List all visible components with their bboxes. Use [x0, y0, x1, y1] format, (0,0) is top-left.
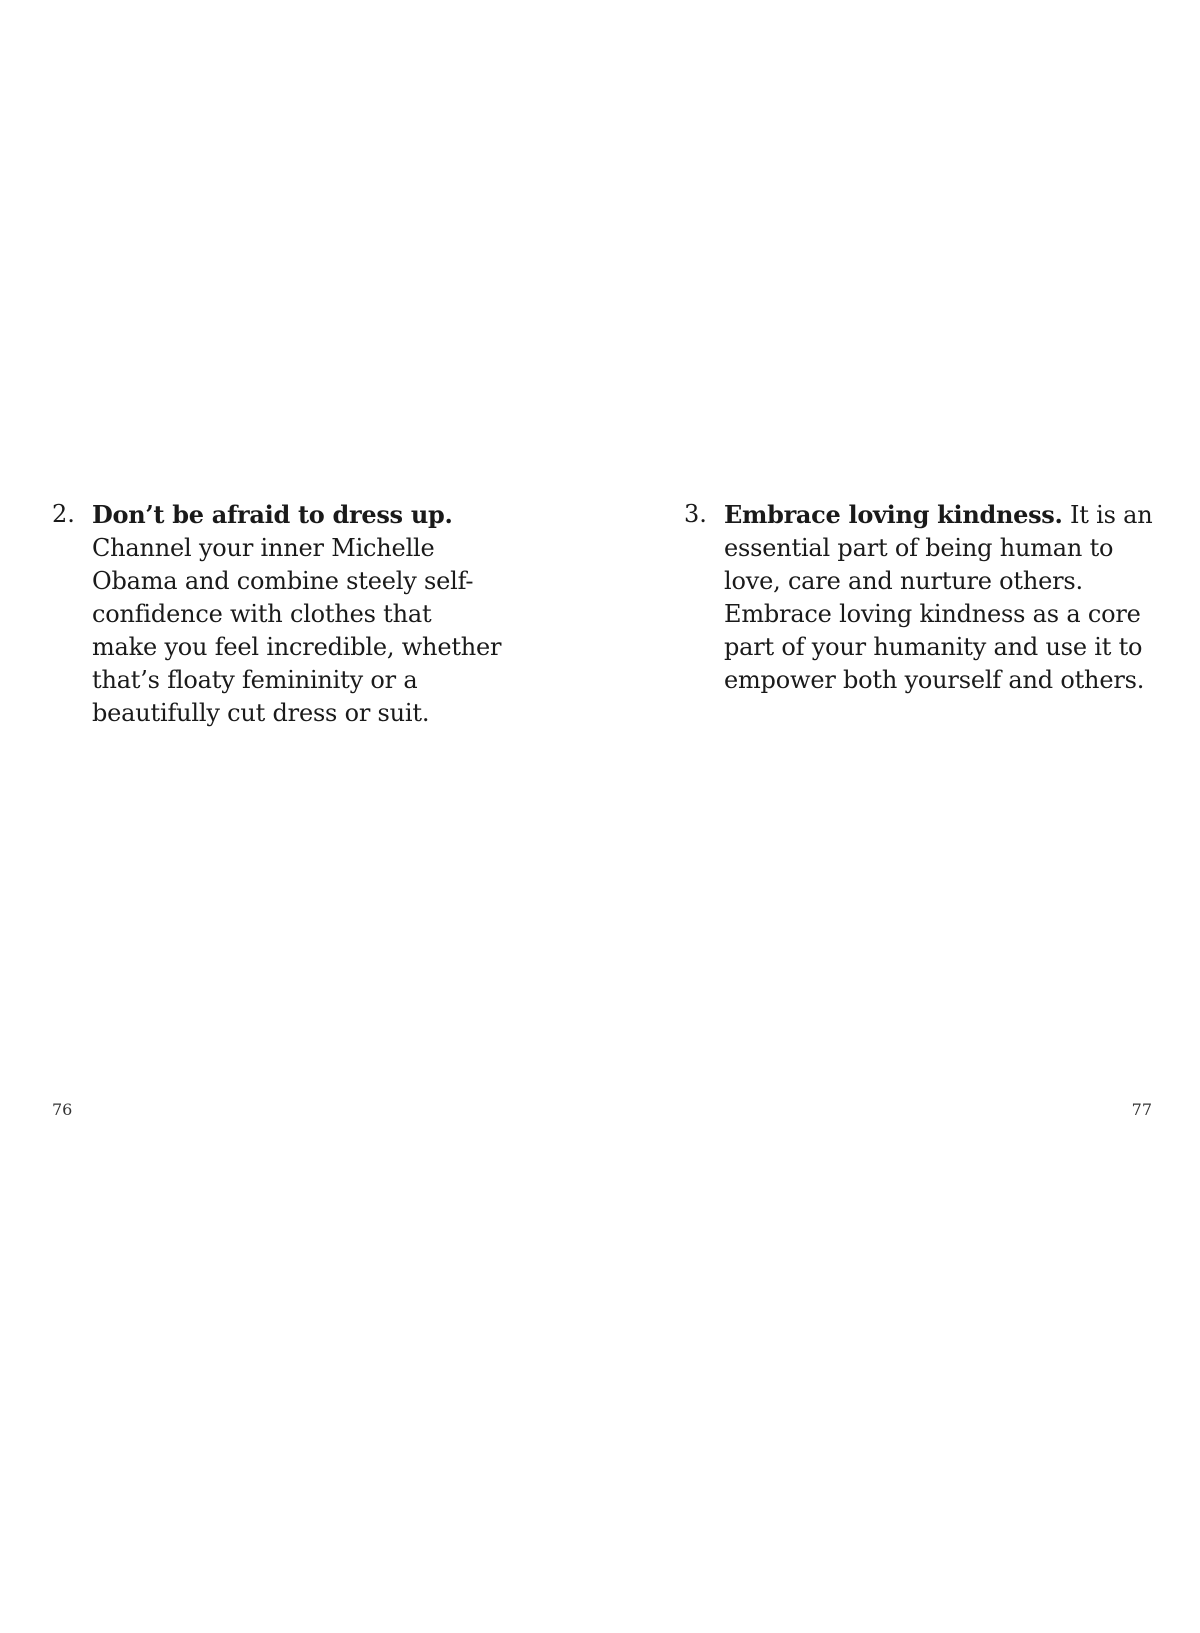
item-number: 2. — [52, 500, 75, 528]
list-item-2 — [52, 498, 502, 730]
item-body — [92, 498, 502, 730]
item-heading: Don’t be afraid to dress up. — [92, 500, 453, 529]
page-number: 77 — [1131, 1100, 1152, 1119]
page-number: 76 — [52, 1100, 73, 1119]
item-number: 3. — [684, 500, 707, 528]
item-body — [724, 498, 1154, 697]
list-item-3 — [684, 498, 1154, 697]
item-text: Channel your inner Michelle Obama and combine steely self-confidence with clothes that make you feel incredible, whether that’s floaty femininity or a beautifully cut dress or suit. — [92, 534, 502, 727]
right-page — [600, 0, 1200, 1633]
item-heading: Embrace loving kindness. — [724, 500, 1063, 529]
item-text: It is an essential part of being human to love, care and nurture others. Embrace loving kindness as a core part of your humanity and use it to empower both yourself and others. — [724, 501, 1153, 694]
